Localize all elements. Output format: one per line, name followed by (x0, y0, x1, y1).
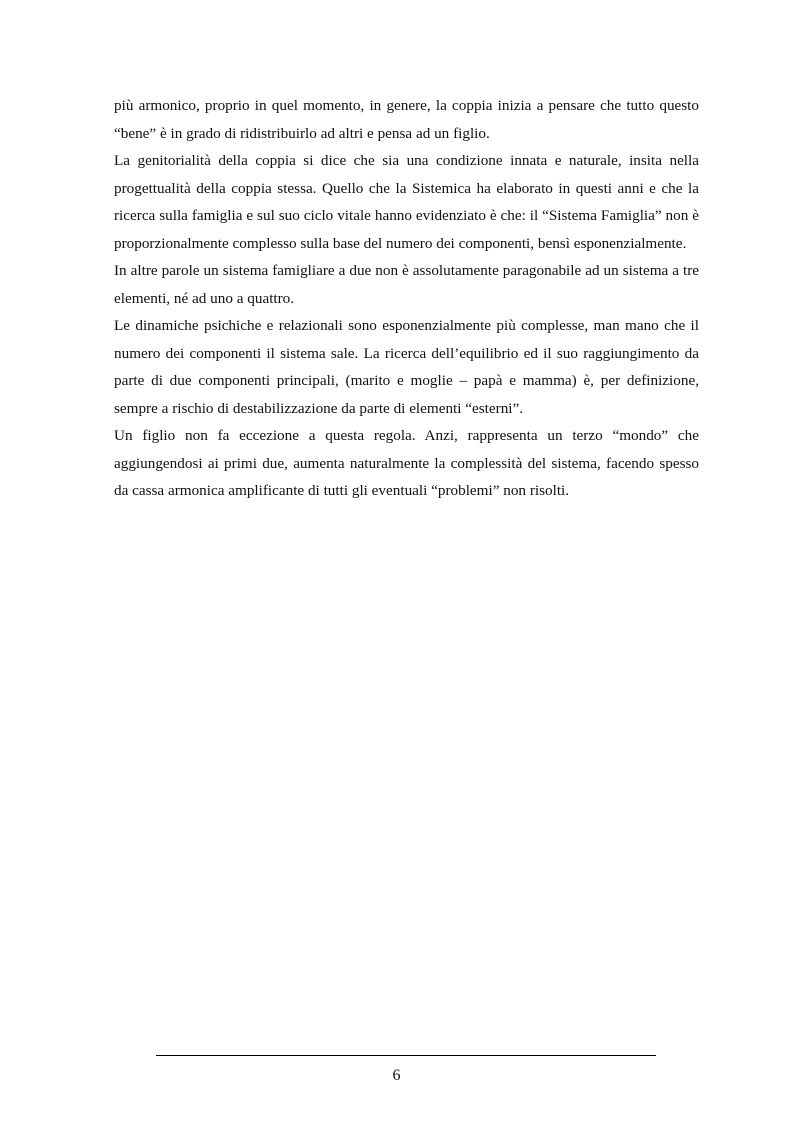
paragraph-1: più armonico, proprio in quel momento, in genere, la coppia inizia a pensare che tutto questo “bene” è in grado di ridistribuirlo ad altri e pensa ad un figlio. (114, 97, 699, 142)
paragraph-4: Le dinamiche psichiche e relazionali sono esponenzialmente più complesse, man mano che il numero dei componenti il sistema sale. La ricerca dell’equilibrio ed il suo raggiungimento da parte di due componenti principali, (marito e moglie – papà e mamma) è, per definizione, sempre a rischio di destabilizzazione da parte di elementi “esterni”. (114, 317, 699, 417)
paragraph-3: In altre parole un sistema famigliare a due non è assolutamente paragonabile ad un sistema a tre elementi, né ad uno a quattro. (114, 262, 699, 307)
paragraph-2: La genitorialità della coppia si dice che sia una condizione innata e naturale, insita nella progettualità della coppia stessa. Quello che la Sistemica ha elaborato in questi anni e che la ricerca sulla famiglia e sul suo ciclo vitale hanno evidenziato è che: il “Sistema Famiglia” non è proporzionalmente complesso sulla base del numero dei componenti, bensì esponenzialmente. (114, 152, 699, 252)
body-text (114, 92, 699, 505)
page-number: 6 (392, 1067, 401, 1084)
footer-rule (156, 1055, 656, 1056)
paragraph-5: Un figlio non fa eccezione a questa regola. Anzi, rappresenta un terzo “mondo” che aggiungendosi ai primi due, aumenta naturalmente la complessità del sistema, facendo spesso da cassa armonica amplificante di tutti gli eventuali “problemi” non risolti. (114, 427, 699, 499)
